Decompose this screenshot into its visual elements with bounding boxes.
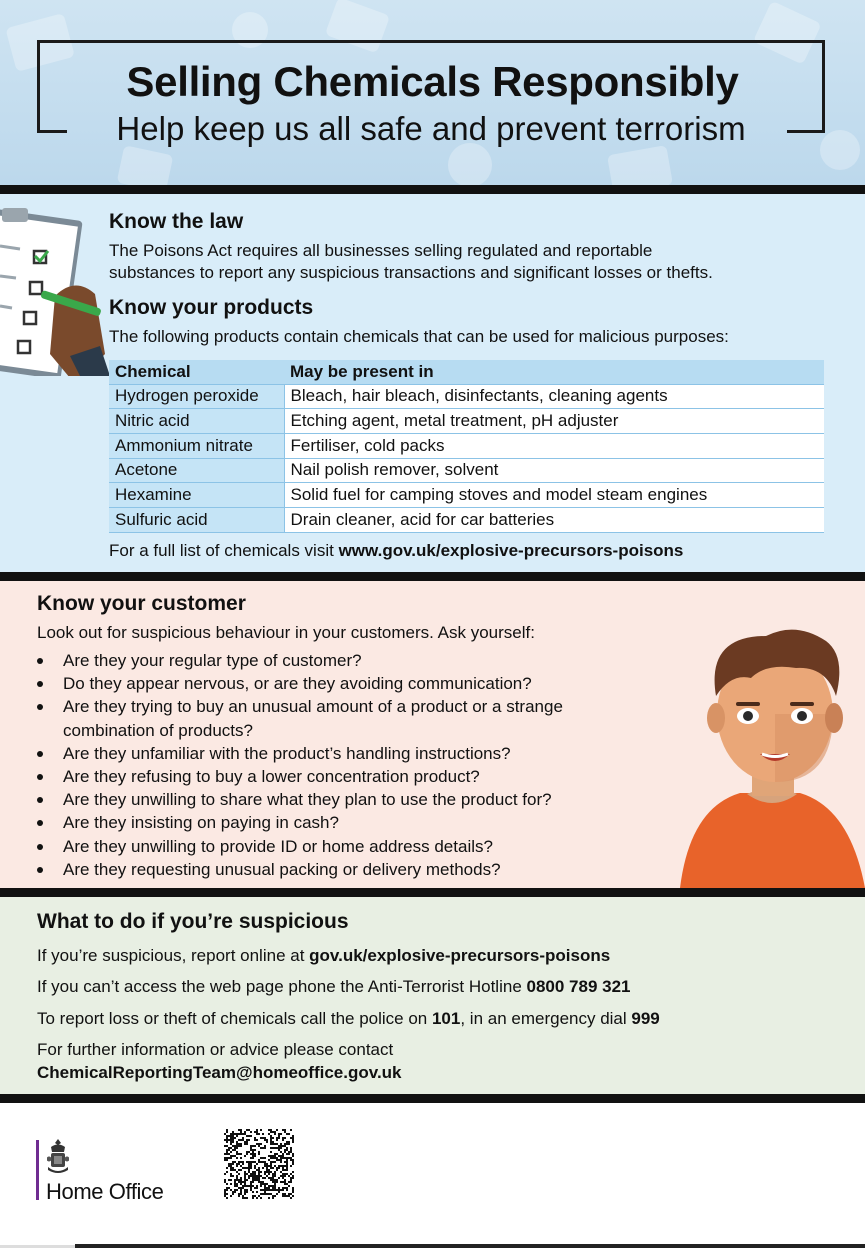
- chemical-cell: Nitric acid: [109, 409, 284, 434]
- subtitle-rule-right: [787, 130, 825, 133]
- what-to-do-heading: What to do if you’re suspicious: [37, 910, 349, 933]
- bullet-icon: [37, 774, 43, 780]
- page-subtitle: Help keep us all safe and prevent terrorism: [116, 110, 746, 147]
- table-row: [109, 458, 824, 483]
- full-list-note: [109, 540, 683, 562]
- list-item: Are they unwilling to provide ID or home address details?: [37, 835, 677, 858]
- bullet-icon: [37, 681, 43, 687]
- police-number[interactable]: 101: [431, 1009, 461, 1028]
- list-item: Are they unwilling to share what they plan to use the product for?: [37, 788, 677, 811]
- emergency-number[interactable]: 999: [631, 1009, 660, 1028]
- contact-email[interactable]: ChemicalReportingTeam@homeoffice.gov.uk: [37, 1063, 402, 1082]
- chemical-cell: Ammonium nitrate: [109, 433, 284, 458]
- bullet-icon: [37, 820, 43, 826]
- report-online-line: If you’re suspicious, report online at gov.uk/explosive-precursors-poisons: [37, 946, 611, 965]
- table-row: [109, 433, 824, 458]
- table-row: [109, 483, 824, 508]
- bullet-icon: [37, 704, 43, 710]
- law-products-section: [0, 194, 865, 572]
- list-item: Are they requesting unusual packing or delivery methods?: [37, 858, 677, 881]
- further-info-line: For further information or advice please contact: [37, 1040, 394, 1059]
- present-in-cell: Solid fuel for camping stoves and model steam engines: [284, 483, 824, 508]
- section-divider: [0, 1094, 865, 1103]
- bullet-icon: [37, 844, 43, 850]
- suspicious-behaviour-list: [37, 649, 677, 881]
- column-header-present-in: May be present in: [284, 360, 824, 384]
- table-row: [109, 409, 824, 434]
- law-body-line-2: substances to report any suspicious transactions and significant losses or thefts.: [109, 263, 713, 282]
- products-intro: The following products contain chemicals that can be used for malicious purposes:: [109, 327, 729, 346]
- law-body-line-1: The Poisons Act requires all businesses selling regulated and reportable: [109, 241, 653, 260]
- list-item: Are they trying to buy an unusual amount of a product or a strange combination of products?: [37, 695, 677, 741]
- full-list-link[interactable]: www.gov.uk/explosive-precursors-poisons: [338, 541, 684, 560]
- qr-code[interactable]: [224, 1129, 294, 1199]
- bottom-rule: [75, 1244, 865, 1248]
- bullet-icon: [37, 751, 43, 757]
- hotline-line: If you can’t access the web page phone the Anti-Terrorist Hotline 0800 789 321: [37, 977, 631, 996]
- hotline-number[interactable]: 0800 789 321: [526, 977, 631, 996]
- clipboard-checklist-icon: [0, 206, 110, 376]
- present-in-cell: Fertiliser, cold packs: [284, 433, 824, 458]
- list-item: Are they unfamiliar with the product’s handling instructions?: [37, 742, 677, 765]
- present-in-cell: Nail polish remover, solvent: [284, 458, 824, 483]
- chemical-cell: Acetone: [109, 458, 284, 483]
- present-in-cell: Bleach, hair bleach, disinfectants, cleaning agents: [284, 384, 824, 409]
- customer-intro: Look out for suspicious behaviour in your customers. Ask yourself:: [37, 623, 535, 642]
- bullet-icon: [37, 658, 43, 664]
- bullet-icon: [37, 797, 43, 803]
- what-to-do-section: [0, 897, 865, 1094]
- know-your-products-heading: Know your products: [109, 296, 314, 319]
- present-in-cell: Drain cleaner, acid for car batteries: [284, 507, 824, 532]
- chemical-cell: Sulfuric acid: [109, 507, 284, 532]
- royal-crest-icon: [47, 1139, 69, 1175]
- report-online-link[interactable]: gov.uk/explosive-precursors-poisons: [309, 946, 611, 965]
- list-item: Do they appear nervous, or are they avoiding communication?: [37, 672, 677, 695]
- section-divider: [0, 572, 865, 581]
- list-item: Are they refusing to buy a lower concentration product?: [37, 765, 677, 788]
- present-in-cell: Etching agent, metal treatment, pH adjuster: [284, 409, 824, 434]
- customer-section: [0, 581, 865, 888]
- chemical-cell: Hydrogen peroxide: [109, 384, 284, 409]
- column-header-chemical: Chemical: [109, 360, 284, 384]
- section-divider: [0, 888, 865, 897]
- home-office-brand-bar: [36, 1140, 39, 1200]
- section-divider: [0, 185, 865, 194]
- poster-header: [0, 0, 865, 185]
- table-header-row: [109, 360, 824, 384]
- chemicals-table: [109, 360, 824, 533]
- list-item-continuation: combination of products?: [63, 720, 253, 740]
- bullet-icon: [37, 867, 43, 873]
- know-the-law-heading: Know the law: [109, 210, 244, 233]
- home-office-wordmark: Home Office: [46, 1179, 164, 1204]
- customer-illustration: [680, 626, 865, 888]
- page-title: Selling Chemicals Responsibly: [126, 58, 739, 105]
- police-line: To report loss or theft of chemicals call the police on 101, in an emergency dial 999: [37, 1009, 660, 1028]
- subtitle-row: [37, 110, 825, 150]
- footer: [0, 1103, 865, 1248]
- list-item: Are they your regular type of customer?: [37, 649, 677, 672]
- chemical-cell: Hexamine: [109, 483, 284, 508]
- table-row: [109, 384, 824, 409]
- table-row: [109, 507, 824, 532]
- know-your-customer-heading: Know your customer: [37, 592, 246, 615]
- list-item: Are they insisting on paying in cash?: [37, 811, 677, 834]
- full-list-prefix: For a full list of chemicals visit: [109, 541, 339, 560]
